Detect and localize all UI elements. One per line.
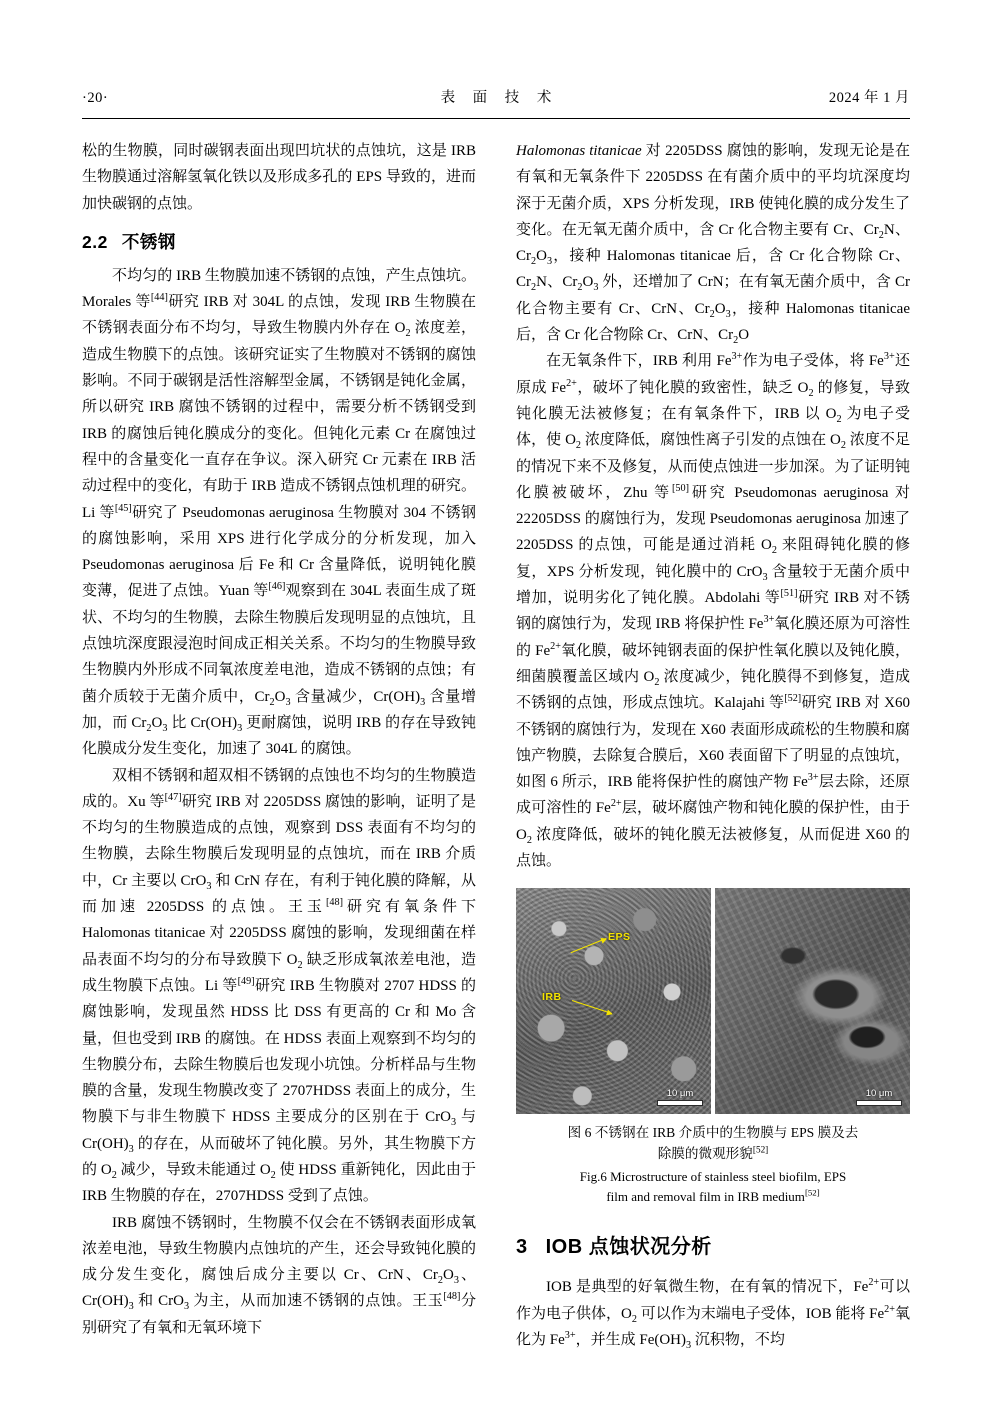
text-run: 的存在，从而破坏了钝化膜。另外，其生物膜下方的 O bbox=[82, 1135, 476, 1178]
text-run: 研究 IRB 对不锈钢的腐蚀行为，发现 IRB 将保护性 Fe bbox=[516, 590, 910, 633]
caption-en-line-1: Fig.6 Microstructure of stainless steel biofilm, EPS bbox=[579, 1169, 847, 1185]
subscript: 2 bbox=[733, 335, 739, 347]
superscript: 3+ bbox=[807, 772, 819, 784]
section-3-title: IOB 点蚀状况分析 bbox=[545, 1236, 712, 1259]
text-run: 还原成 Fe bbox=[516, 353, 910, 396]
text-run: 浓度不足的情况下来不及修复，从而使点蚀进一步加深。为了证明钝化膜被破坏，Zhu 等 bbox=[516, 432, 910, 501]
text-run: 研究 IRB 对 2205DSS 腐蚀的影响，证明了是不均匀的生物膜造成的点蚀，观察到 DSS 表面有不均匀的生物膜，去除生物膜后发现明显的点蚀坑，而在 IRB 介质中，Cr 主要以 CrO bbox=[82, 793, 476, 889]
text-run: 的修复，导致钝化膜无法被修复；在有氧条件下，IRB 以 O bbox=[516, 379, 910, 422]
superscript: 3+ bbox=[883, 351, 895, 363]
text-run: ，并生成 Fe(OH) bbox=[575, 1331, 687, 1348]
citation-ref: [44] bbox=[150, 292, 168, 304]
text-run: 作为电子受体，将 Fe bbox=[742, 353, 884, 370]
superscript: 2+ bbox=[868, 1277, 880, 1289]
scale-bar-left-line bbox=[657, 1100, 703, 1106]
text-run: 氧化为 Fe bbox=[516, 1305, 910, 1348]
text-run: 来阻碍钝化膜的修复，XPS 分析发现，钝化膜中的 CrO bbox=[516, 537, 910, 580]
page-header bbox=[82, 88, 910, 114]
text-run: 对 2205DSS 腐蚀的影响，发现无论是在有氧和无氧条件下 2205DSS 在有菌介质中的平均坑深度均深于无菌介质，XPS 分析发现，IRB 使钝化膜的成分发生了变化。在无氧无菌介质中，含 Cr 化合物主要有 Cr、Cr bbox=[516, 143, 910, 238]
text-run: 研究有氧条件下 Halomonas titanicae 对 2205DSS 腐蚀的影响，发现细菌在样品表面不均匀的分布导致膜下 O bbox=[82, 899, 476, 968]
caption-en-citation: [52] bbox=[804, 1187, 820, 1198]
subscript: 3 bbox=[686, 1339, 692, 1351]
text-run: 研究 IRB 对 304L 的点蚀，发现 IRB 生物膜在不锈钢表面分布不均匀，导致生物膜内外存在 O bbox=[82, 294, 476, 337]
text-run: ，破坏了钝化膜的致密性，缺乏 O bbox=[576, 379, 809, 396]
text-run: 研究 Pseudomonas aeruginosa 对 22205DSS 的腐蚀行为，发现 Pseudomonas aeruginosa 加速了 2205DSS 的点蚀，可能是通过消耗 O bbox=[516, 484, 910, 554]
annotation-irb-label: IRB bbox=[542, 991, 562, 1004]
annotation-eps-label: EPS bbox=[608, 931, 631, 944]
paragraph-5 bbox=[516, 348, 910, 874]
subscript: 3 bbox=[128, 1301, 134, 1313]
superscript: 2+ bbox=[550, 640, 561, 652]
text-run: 不均匀的 IRB 生物膜加速不锈钢的点蚀，产生点蚀坑。Morales 等 bbox=[82, 267, 476, 311]
subscript: 2 bbox=[531, 282, 537, 294]
text-run: N、Cr bbox=[516, 221, 910, 265]
superscript: 3+ bbox=[564, 1329, 576, 1341]
superscript: 3+ bbox=[731, 351, 743, 363]
text-run: 层去除，还原成可溶性的 Fe bbox=[516, 774, 910, 817]
paragraph-continued: 松的生物膜，同时碳钢表面出现凹坑状的点蚀坑，这是 IRB 生物膜通过溶解氢氧化铁以及形成多孔的 EPS 导致的，进而加快碳钢的点蚀。 bbox=[82, 143, 476, 212]
subscript: 2 bbox=[269, 696, 275, 708]
subscript: 3 bbox=[593, 282, 599, 294]
text-run: 氧化膜，破坏钝钢表面的保护性氧化膜以及钝化膜，细菌膜覆盖区域内 O bbox=[516, 642, 910, 685]
subscript: 2 bbox=[709, 308, 715, 320]
section-3-number: 3 bbox=[516, 1236, 528, 1259]
caption-cn-line-2-text: 除膜的微观形貌 bbox=[657, 1146, 753, 1162]
subscript: 2 bbox=[437, 1275, 443, 1287]
text-run: 浓度降低，腐蚀性离子引发的点蚀在 O bbox=[581, 432, 841, 449]
subscript: 2 bbox=[771, 545, 777, 557]
text-run: 可以作为末端电子受体，IOB 能将 Fe bbox=[636, 1305, 885, 1322]
citation-ref: [47] bbox=[164, 791, 182, 803]
subscript: 2 bbox=[526, 834, 532, 846]
subscript: 2 bbox=[878, 229, 884, 241]
text-run: 与 Cr(OH) bbox=[82, 1109, 476, 1152]
text-run: 双相不锈钢和超双相不锈钢的点蚀也不均匀的生物膜造成的。Xu 等 bbox=[82, 767, 476, 810]
subscript: 2 bbox=[836, 413, 842, 425]
text-run: O bbox=[151, 714, 163, 731]
text-run: 观察到在 304L 表面生成了斑状、不均匀的生物膜，去除生物膜后发现明显的点蚀坑，且点蚀坑深度跟浸泡时间成正相关关系。不均匀的生物膜导致生物膜内外形成不同氧浓度差电池，造成不锈钢的点蚀；有菌介质较于无菌介质中，Cr bbox=[82, 583, 476, 705]
subscript: 3 bbox=[285, 696, 291, 708]
text-run: 含量较于无菌介质中增加，说明劣化了钝化膜。Abdolahi 等 bbox=[516, 563, 910, 607]
subscript: 3 bbox=[546, 256, 553, 268]
annotation-irb-arrow bbox=[572, 1000, 612, 1014]
subscript: 2 bbox=[297, 959, 303, 971]
paragraph-1 bbox=[82, 263, 476, 763]
text-run: 沉积物，不均 bbox=[691, 1331, 785, 1348]
superscript: 2+ bbox=[610, 798, 622, 810]
citation-ref: [48] bbox=[443, 1291, 461, 1303]
citation-ref: [51] bbox=[780, 588, 798, 600]
text-run: 更耐腐蚀，说明 IRB 的存在导致钝化膜成分发生变化，加速了 304L 的腐蚀。 bbox=[82, 714, 476, 758]
subscript: 2 bbox=[654, 676, 660, 688]
text-run: 在无氧条件下，IRB 利用 Fe bbox=[546, 353, 732, 370]
caption-en-line-2-text: film and removal film in IRB medium bbox=[606, 1188, 805, 1204]
journal-title: 表 面 技 术 bbox=[440, 90, 559, 106]
text-run: 为电子受体，使 O bbox=[516, 405, 910, 449]
page-number: ·20· bbox=[82, 90, 109, 106]
text-run: O bbox=[442, 1267, 454, 1284]
text-run: IOB 是典型的好氧微生物，在有氧的情况下，Fe bbox=[546, 1279, 869, 1296]
scale-bar-right-line bbox=[856, 1100, 902, 1106]
caption-en-line-2 bbox=[516, 1187, 910, 1207]
text-run: 层，破坏腐蚀产物和钝化膜的保护性，由于 O bbox=[516, 800, 910, 843]
subscript: 3 bbox=[453, 1275, 459, 1287]
issue-date: 2024 年 1 月 bbox=[828, 90, 910, 106]
annotation-eps-arrow bbox=[571, 938, 607, 953]
text-run: 比 Cr(OH) bbox=[167, 714, 238, 731]
text-run: N、Cr bbox=[536, 274, 578, 291]
superscript: 2+ bbox=[566, 377, 577, 389]
caption-cn-citation: [52] bbox=[752, 1144, 769, 1155]
text-run: O bbox=[582, 274, 594, 291]
scale-bar-right-label: 10 μm bbox=[865, 1088, 893, 1100]
text-run: 分别研究了有氧和无氧环境下 bbox=[82, 1293, 476, 1336]
subscript: 2 bbox=[840, 440, 846, 452]
scale-bar-right bbox=[856, 1088, 902, 1106]
subscript: 2 bbox=[577, 282, 583, 294]
paragraph-4 bbox=[516, 138, 910, 348]
subscript: 3 bbox=[183, 1301, 190, 1313]
subscript: 2 bbox=[270, 1169, 276, 1181]
subscript: 3 bbox=[725, 308, 731, 320]
citation-ref: [52] bbox=[784, 693, 802, 705]
subscript: 3 bbox=[762, 571, 768, 583]
subscript: 2 bbox=[146, 722, 152, 734]
text-run: 含量减少，Cr(OH) bbox=[290, 688, 421, 705]
subscript: 3 bbox=[206, 880, 212, 892]
text-run: O bbox=[274, 688, 286, 705]
paragraph-2 bbox=[82, 763, 476, 1210]
text-run: 氧化膜还原为可溶性的 Fe bbox=[516, 616, 910, 659]
section-number: 2.2 bbox=[82, 231, 108, 252]
scale-bar-left-label: 10 μm bbox=[666, 1088, 694, 1100]
figure-6-caption bbox=[516, 1122, 910, 1206]
paragraph-6 bbox=[516, 1274, 910, 1353]
text-run: O bbox=[536, 248, 547, 265]
citation-ref: [50] bbox=[671, 482, 689, 494]
header-divider bbox=[82, 118, 910, 119]
sem-image-removal-film bbox=[715, 888, 910, 1114]
subscript: 3 bbox=[237, 722, 243, 734]
citation-ref: [49] bbox=[237, 975, 255, 987]
text-run: 浓度差，造成生物膜下的点蚀。该研究证实了生物膜对不锈钢的腐蚀影响。不同于碳钢是活性溶解型金属，不锈钢是钝化金属，所以研究 IRB 腐蚀不锈钢的过程中，需要分析不锈钢受到 IRB 的腐蚀后钝化膜成分的变化。但钝化元素 Cr 在腐蚀过程中的含量变化一直存在争议。深入研究 Cr 元素在 IRB 活动过程中的变化，有助于 IRB 造成不锈钢点蚀机理的研究。Li 等 bbox=[82, 320, 476, 521]
subscript: 2 bbox=[405, 328, 411, 340]
text-run: 外，还增加了 CrN；在有氧无菌介质中，含 Cr 化合物主要有 Cr、CrN、Cr bbox=[516, 274, 910, 317]
text-run: 使 HDSS 重新钝化，因此由于 IRB 生物膜的存在，2707HDSS 受到了点蚀。 bbox=[82, 1161, 476, 1205]
subscript: 2 bbox=[575, 440, 582, 452]
text-run: 缺乏形成氧浓差电池，造成生物膜下点蚀。Li 等 bbox=[82, 951, 476, 994]
text-run: 和 CrN 存在，有利于钝化膜的降解，从而加速 2205DSS 的点蚀。王玉 bbox=[82, 872, 476, 916]
text-run: 可以作为电子供体，O bbox=[516, 1279, 910, 1322]
scale-bar-left bbox=[657, 1088, 703, 1106]
citation-ref: [45] bbox=[114, 502, 132, 514]
figure-6-images bbox=[516, 888, 910, 1114]
subscript: 3 bbox=[420, 696, 426, 708]
text-run: 减少，导致未能通过 O bbox=[116, 1161, 271, 1178]
text-run: 、Cr(OH) bbox=[82, 1267, 476, 1310]
subscript: 2 bbox=[111, 1169, 117, 1181]
text-run: 和 CrO bbox=[133, 1293, 184, 1310]
text-run: IRB 腐蚀不锈钢时，生物膜不仅会在不锈钢表面形成氧浓差电池，导致生物膜内点蚀坑的产生，还会导致钝化膜的成分发生变化，腐蚀后成分主要以 Cr、CrN、Cr bbox=[82, 1214, 476, 1284]
caption-cn-line-1: 图 6 不锈钢在 IRB 介质中的生物膜与 EPS 膜及去 bbox=[567, 1125, 859, 1141]
right-column bbox=[516, 138, 910, 1353]
subscript: 2 bbox=[531, 256, 537, 268]
text-run: 研究了 Pseudomonas aeruginosa 生物膜对 304 不锈钢的腐蚀影响，采用 XPS 进行化学成分的分析发现，加入 Pseudomonas aeruginosa 后 Fe 和 Cr 含量降低，说明钝化膜变薄，促进了点蚀。Yuan 等 bbox=[82, 504, 476, 600]
caption-cn-line-2 bbox=[516, 1143, 910, 1164]
text-run: 研究 IRB 生物膜对 2707 HDSS 的腐蚀影响，发现虽然 HDSS 比 DSS 有更高的 Cr 和 Mo 含量，但也受到 IRB 的腐蚀。在 HDSS 表面上观察到不均匀的生物膜分布，去除生物膜后也发现小坑蚀。分析样品与生物膜的含量，发现生物膜改变了 2707HDSS 表面上的成分，生物膜下与非生物膜下 HDSS 主要成分的区别在于 CrO bbox=[82, 977, 476, 1126]
text-run: ，接种 Halomonas titanicae 后，含 Cr 化合物除 Cr、Cr bbox=[516, 248, 910, 291]
text-run: 含量增加，而 Cr bbox=[82, 688, 476, 731]
citation-ref: [48] bbox=[326, 897, 343, 909]
citation-ref: [46] bbox=[268, 581, 286, 593]
left-column bbox=[82, 138, 476, 1341]
text-run: O bbox=[738, 327, 750, 344]
section-title: 不锈钢 bbox=[121, 231, 176, 252]
text-run: 浓度降低，破坏的钝化膜无法被修复，从而促进 X60 的点蚀。 bbox=[516, 826, 910, 870]
section-heading-3 bbox=[516, 1230, 910, 1264]
subscript: 3 bbox=[128, 1143, 134, 1155]
superscript: 3+ bbox=[763, 614, 775, 626]
caption-en bbox=[516, 1167, 910, 1206]
paragraph-3 bbox=[82, 1210, 476, 1341]
text-run: ，接种 Halomonas titanicae 后，含 Cr 化合物除 Cr、CrN、Cr bbox=[516, 300, 911, 344]
subscript: 3 bbox=[162, 722, 168, 734]
subscript: 3 bbox=[451, 1117, 457, 1129]
text-run: O bbox=[714, 300, 726, 317]
text-run: 为主，从而加速不锈钢的点蚀。王玉 bbox=[189, 1293, 444, 1310]
section-heading-2-2 bbox=[82, 227, 476, 257]
text-run: 浓度减少，钝化膜得不到修复，造成不锈钢的点蚀，形成点蚀坑。Kalajahi 等 bbox=[516, 668, 910, 712]
text-run: 研究 IRB 对 X60 不锈钢的腐蚀行为，发现在 X60 表面形成疏松的生物膜和腐蚀产物膜，去除复合膜后，X60 表面留下了明显的点蚀坑，如图 6 所示，IRB 能将保护性的腐蚀产物 Fe bbox=[516, 695, 910, 791]
subscript: 2 bbox=[808, 387, 814, 399]
superscript: 2+ bbox=[884, 1303, 895, 1315]
subscript: 2 bbox=[631, 1313, 637, 1325]
figure-6 bbox=[516, 888, 910, 1206]
sem-image-biofilm-eps bbox=[516, 888, 711, 1114]
species-name: Halomonas titanicae bbox=[516, 143, 642, 159]
